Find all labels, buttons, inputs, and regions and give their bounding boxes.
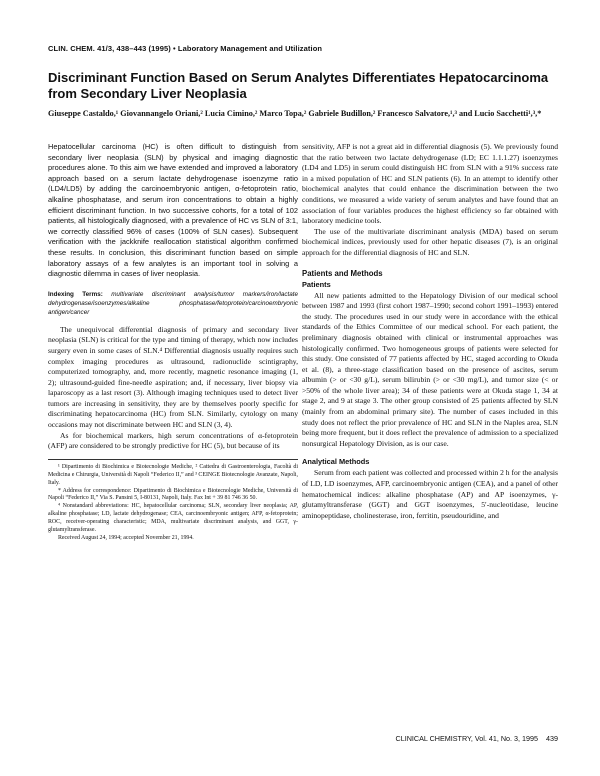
methods-paragraph: Serum from each patient was collected and processed within 2 h for the analysis of LD, LD isoenzymes, AFP, carcinoembryonic antigen (CEA), and a panel of other hematochemical indices: alkaline phosphatase (AP) and AP isoenzymes, γ-glutamyltransferase (GGT) and GGT isoenzymes, 5′-nucleotidase, leucine aminopeptidase, cholinesterase, iron, ferritin, pseudouridine, and (302, 468, 558, 520)
author-list: Giuseppe Castaldo,¹ Giovannangelo Oriani,² Lucia Cimino,² Marco Topa,² Gabriele Budillon,² Francesco Salvatore,¹,³ and Lucio Sacchetti¹,³,* (48, 109, 542, 118)
page-number: 439 (546, 734, 558, 743)
intro-paragraph-4: The use of the multivariate discriminant analysis (MDA) based on serum biochemical indices, previously used for other hepatic diseases (7), is an original approach for the differential diagnosis of HC and SLN. (302, 226, 558, 257)
indexing-terms (48, 290, 298, 317)
indexing-terms-list: multivariate discriminant analysis/tumor markers/iron/lactate dehydrogenase/isoenzymes/alkaline phosphatase/fetoprotein/carcinoembryonic antigen/cancer (48, 290, 298, 316)
left-column (48, 142, 298, 543)
subheading-patients: Patients (302, 279, 331, 289)
running-head: CLIN. CHEM. 41/3, 438–443 (1995) • Laboratory Management and Utilization (48, 44, 323, 53)
patients-paragraph: All new patients admitted to the Hepatology Division of our medical school between 1987 and 1993 (first cohort 1987–1990; second cohort 1991–1993) entered the study. The procedures used in our study were in accordance with the ethical standards of the Ethics Committee of our medical school. For each patient, the preliminary diagnosis obtained with clinical or instrumental approaches was histologically confirmed. Two homogeneous groups of patients were selected for this study. One consisted of 77 patients affected by HC, staged according to Okuda et al. (8), a three-stage classification based on the presence of ascites, serum albumin (> or <30 g/L), serum bilirubin (> or <30 mg/L), and tumor size (< or >50% of the whole liver area); 34 of these patients were at Okuda stage 1, 34 at stage 2, and 9 at stage 3. The other group consisted of 25 patients affected by SLN (mainly from an abdominal primary site). The number of cases included in this study does not reflect the prior prevalence of HC and SLN in the Naples area, SLN being more frequent, but it does reflect the prevalence of admission to a specialized nonsurgical Hepatology Division, as is our case. (302, 290, 558, 448)
subheading-analytical-methods: Analytical Methods (302, 457, 370, 467)
intro-paragraph-3: sensitivity, AFP is not a great aid in differential diagnosis (5). We previously found that the ratio between two lactate dehydrogenase (LD; EC 1.1.1.27) isoenzymes (LD4 and LD5) in serum could distinguish HC from SLN with a 91% success rate in a mixed population of HC and SLN patients (6). In an attempt to identify other biochemical analytes that could enhance the discrimination between the two conditions, we measured a wide variety of serum analytes and have found that an association of four variables produces the highest efficiency so far obtained with laboratory medicine tools. (302, 142, 558, 226)
article-title: Discriminant Function Based on Serum Analytes Differentiates Hepatocarcinoma from Secondary Liver Neoplasia (48, 70, 549, 101)
footnote-abbreviations: ⁴ Nonstandard abbreviations: HC, hepatocellular carcinoma; SLN, secondary liver neoplasia; AP, alkaline phosphatase; LD, lactate dehydrogenase; CEA, carcinoembryonic antigen; AFP, α-fetoprotein; ROC, receiver-operating characteristic; MDA, multivariate discriminant analysis, and GGT, γ-glutamyltransferase. (48, 503, 298, 534)
footnotes (48, 459, 298, 543)
section-heading-methods: Patients and Methods (302, 268, 383, 278)
abstract: Hepatocellular carcinoma (HC) is often difficult to distinguish from secondary liver neoplasia (SLN) by physical and imaging diagnostic procedures alone. To this aim we have extended and improved a laboratory approach based on a serum lactate dehydrogenase isoenzyme ratio (LD4/LD5) by adding the carcinoembryonic antigen, α-fetoprotein ratio, alkaline phosphatase, and serum iron concentrations to obtain a highly efficient discriminant function. In two successive cohorts, for a total of 102 patients, all histologically diagnosed, with a prevalence of HC vs SLN of 3:1, we correctly classified 96% of cases (100% of SLN cases). Subsequent verification with the jackknife reallocation statistical algorithm confirmed these results. In conclusion, this discriminant function based on simple laboratory assays of a few analytes is an important tool in solving a diagnostic dilemma in cases of liver neoplasia. (48, 142, 298, 279)
intro-paragraph-1: The unequivocal differential diagnosis of primary and secondary liver neoplasia (SLN) is critical for the type and timing of therapy, which now includes surgery even in some cases of SLN.⁴ Differential diagnosis usually requires such complex imaging procedures as ultrasound, radionuclide scintigraphy, computerized tomography, and, more recently, magnetic resonance imaging (1, 2); ultrasound-guided fine-needle aspiration; and, if necessary, liver biopsy via laparoscopy as a last resort (3). Although imaging techniques used to detect liver tumors are increasing in sensitivity, they are by themselves poorly specific for discriminating hepatocarcinoma (HC) from SLN. Similarly, cytology on many occasions may not discriminate between HC and SLN (3, 4). (48, 324, 298, 430)
footnote-correspondence: * Address for correspondence: Dipartimento di Biochimica e Biotecnologie Mediche, Università di Napoli “Federico II,” Via S. Pansini 5, I-80131, Napoli, Italy. Fax Int + 39 81 746 36 50. (48, 487, 298, 502)
right-column (302, 142, 558, 521)
intro-paragraph-2: As for biochemical markers, high serum concentrations of α-fetoprotein (AFP) are considered to be strongly predictive for HC (5), but because of its (48, 430, 298, 451)
footnote-affiliations: ¹ Dipartimento di Biochimica e Biotecnologie Mediche, ² Cattedra di Gastroenterologia, Facoltà di Medicina e Chirurgia, Università di Napoli “Federico II,” and ³ CEINGE Biotecnologie Avanzate, Napoli, Italy. (48, 463, 298, 486)
footer-journal: CLINICAL CHEMISTRY, Vol. 41, No. 3, 1995 (395, 734, 538, 743)
page-footer (360, 734, 558, 743)
footnote-received: Received August 24, 1994; accepted November 21, 1994. (58, 535, 194, 541)
indexing-terms-label: Indexing Terms: (48, 290, 103, 298)
